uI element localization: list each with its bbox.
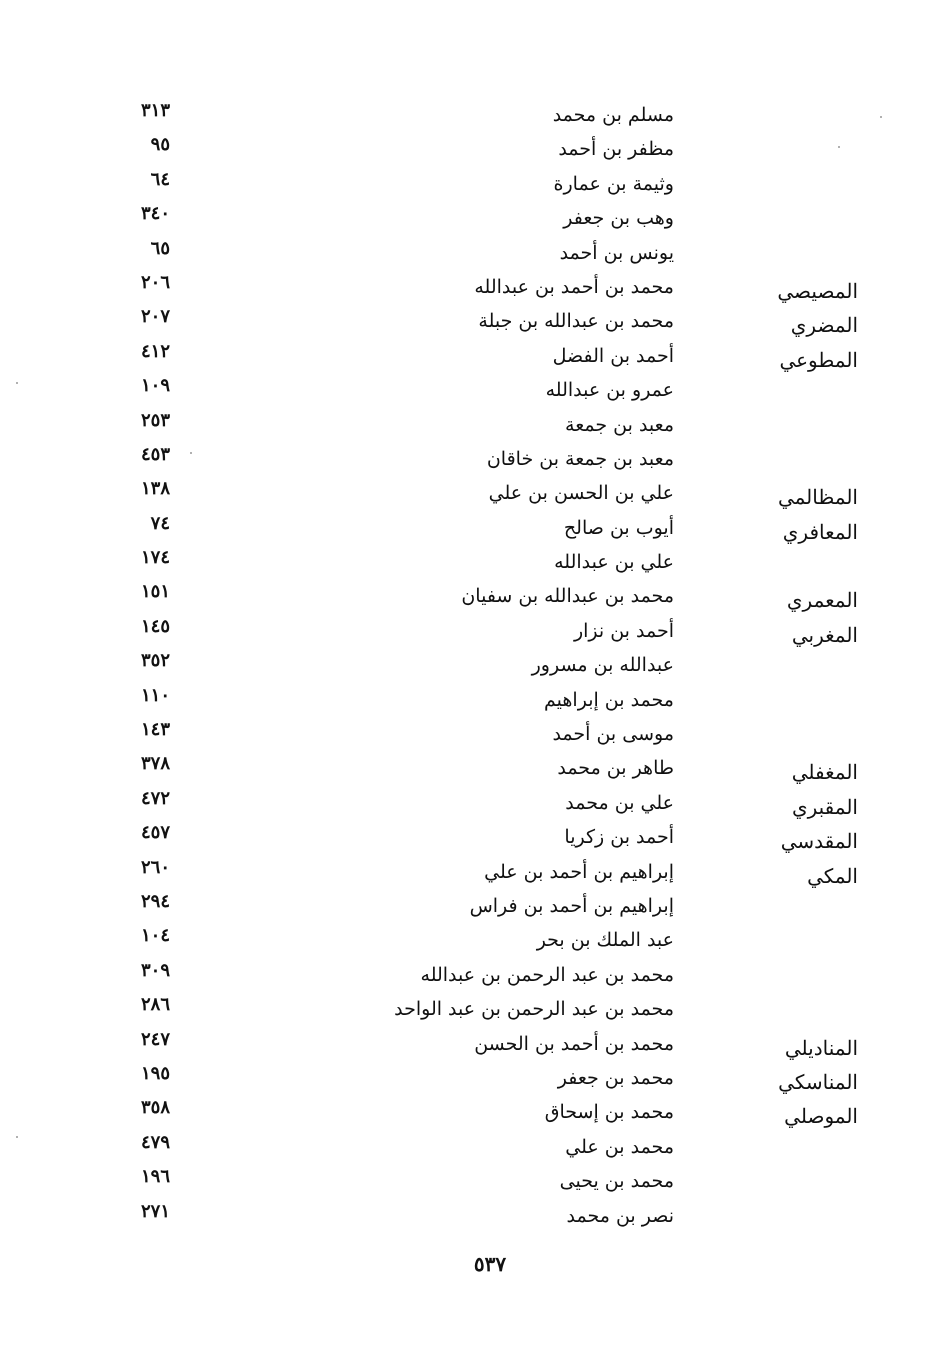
index-row [0,747,940,785]
page-reference: ٣١٣ [140,100,170,121]
person-name: محمد بن علي [565,1135,674,1158]
index-row [0,541,940,575]
scan-speck [16,382,18,384]
index-row [0,266,940,303]
index-row [0,610,940,647]
person-name: وهب بن جعفر [563,207,674,230]
person-name: إبراهيم بن أحمد بن علي [484,860,674,883]
index-row [0,1023,940,1060]
person-name: محمد بن إبراهيم [544,688,674,711]
person-name: موسى بن أحمد [552,723,674,746]
person-name: علي بن محمد [565,791,674,814]
person-name: محمد بن عبد الرحمن بن عبد الواحد [394,998,674,1021]
person-name: محمد بن إسحاق [544,1101,674,1124]
scan-speck [190,452,192,454]
index-row [0,713,940,747]
person-name: مظفر بن أحمد [558,138,674,161]
nisba-label: المكي [807,863,858,888]
page-reference: ١٤٣ [140,719,170,741]
person-name: محمد بن أحمد بن عبدالله [474,275,674,298]
index-row [0,197,940,231]
person-name: أحمد بن الفضل [552,344,674,367]
nisba-label: المقبري [791,794,858,819]
person-name: محمد بن جعفر [557,1066,674,1089]
nisba-label: المضري [790,313,858,338]
person-name: عبد الملك بن بحر [536,929,674,952]
person-name: محمد بن عبدالله بن سفيان [461,585,674,608]
person-name: أيوب بن صالح [563,516,674,539]
person-name: عمرو بن عبدالله [545,379,674,402]
index-row [0,885,940,919]
page-reference: ٣٥٨ [140,1097,170,1119]
page-reference: ٦٥ [150,237,170,259]
index-row [0,472,940,510]
page-reference: ٢٨٦ [140,994,170,1016]
scan-speck [880,116,882,118]
page-reference: ٢٠٧ [140,306,170,328]
person-name: إبراهيم بن أحمد بن فراس [469,894,674,917]
index-row [0,679,940,713]
index-row [0,1126,940,1160]
person-name: أحمد بن زكريا [564,826,674,849]
page-reference: ١٩٦ [140,1166,170,1188]
person-name: معبد بن جمعة [565,413,674,436]
page-reference: ١٠٤ [140,925,170,947]
index-row [0,1091,940,1129]
nisba-label: المناديلي [784,1035,858,1060]
nisba-label: المغربي [791,622,858,647]
page-reference: ٧٤ [150,512,170,534]
page-reference: ١٠٩ [140,375,170,397]
person-name: محمد بن عبد الرحمن بن عبدالله [420,963,674,986]
person-name: محمد بن يحيى [559,1170,674,1193]
nisba-label: المناسكي [778,1069,858,1094]
index-row [0,1195,940,1229]
index-row [0,1057,940,1094]
page-reference: ١١٠ [140,684,170,706]
index-row [0,1160,940,1194]
index-row [0,851,940,888]
person-name: معبد بن جمعة بن خاقان [486,447,674,470]
index-row [0,369,940,403]
nisba-label: المغفلي [791,760,858,785]
index-table [0,94,940,1229]
index-row [0,335,940,372]
person-name: طاهر بن محمد [557,757,674,780]
person-name: أحمد بن نزار [573,619,674,642]
nisba-label: المعافري [782,519,858,544]
index-row [0,404,940,438]
page-reference: ٤٥٧ [140,822,170,844]
page-reference: ٤٥٣ [140,443,170,465]
page-reference: ٤١٢ [140,340,170,362]
person-name: محمد بن عبدالله بن جبلة [478,310,674,333]
nisba-label: المقدسي [780,829,858,854]
index-row [0,919,940,953]
person-name: وثيمة بن عمارة [553,172,674,195]
page-reference: ٢٠٦ [140,271,170,293]
scan-speck [16,1136,18,1138]
index-row [0,232,940,266]
person-name: نصر بن محمد [566,1204,674,1227]
page-reference: ٣٤٠ [140,203,170,225]
index-row [0,988,940,1022]
page-reference: ٣٠٩ [140,959,170,981]
page-number: ٥٣٧ [473,1252,507,1276]
page-reference: ١٧٤ [140,547,170,569]
page-reference: ٣٥٢ [140,650,170,672]
page-reference: ١٩٥ [140,1062,170,1084]
nisba-label: المطوعي [779,347,858,372]
index-row [0,163,940,197]
index-row [0,438,940,472]
page-reference: ٣٧٨ [140,753,170,775]
page-reference: ٤٧٢ [140,787,170,809]
index-row [0,782,940,819]
page-reference: ٩٥ [150,134,170,156]
person-name: علي بن عبدالله [554,551,674,574]
person-name: محمد بن أحمد بن الحسن [474,1032,674,1055]
page-reference: ١٤٥ [140,615,170,637]
index-row [0,94,940,128]
page-reference: ٤٧٩ [140,1131,170,1153]
nisba-label: الموصلي [784,1104,858,1129]
index-row [0,816,940,854]
index-row [0,575,940,613]
nisba-label: المصيصي [777,278,858,303]
nisba-label: المعمري [786,588,858,613]
index-row [0,507,940,544]
index-row [0,644,940,678]
nisba-label: المظالمي [777,485,858,510]
page-reference: ٢٧١ [140,1200,170,1222]
page-reference: ٢٦٠ [140,856,170,878]
index-row [0,300,940,338]
page-reference: ٢٤٧ [140,1028,170,1050]
person-name: عبدالله بن مسرور [531,654,674,677]
scan-speck [838,146,840,148]
person-name: علي بن الحسن بن علي [488,482,674,505]
page-reference: ٢٩٤ [140,890,170,912]
index-row [0,128,940,162]
person-name: مسلم بن محمد [552,104,674,126]
person-name: يونس بن أحمد [559,241,674,264]
index-row [0,954,940,988]
page-reference: ١٥١ [140,581,170,603]
page-reference: ٢٥٣ [140,409,170,431]
page-reference: ٦٤ [150,168,170,190]
page-reference: ١٣٨ [140,478,170,500]
